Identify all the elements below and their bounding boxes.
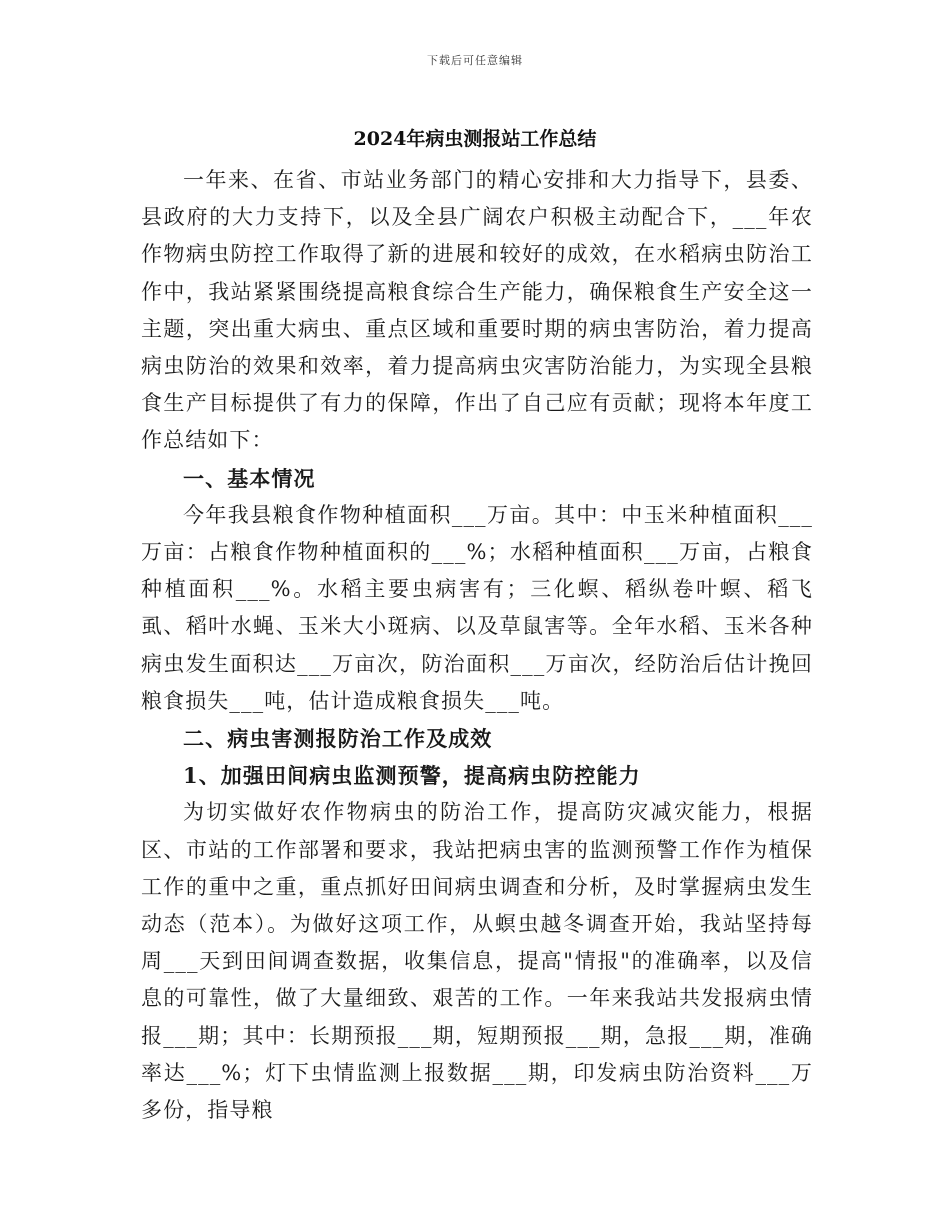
- subsection-heading-monitoring: 1、加强田间病虫监测预警，提高病虫防控能力: [183, 763, 641, 789]
- section-heading-basic-situation: 一、基本情况: [183, 465, 316, 491]
- monitoring-paragraph: 为切实做好农作物病虫的防治工作，提高防灾减灾能力，根据区、市站的工作部署和要求，我站把病虫害的监测预警工作作为植保工作的重中之重，重点抓好田间病虫调查和分析，及时掌握病虫发生动态（范本）。为做好这项工作，从螟虫越冬调查开始，我站坚持每周___天到田间调查数据，收集信息，提高"情报"的准确率，以及信息的可靠性，做了大量细致、艰苦的工作。一年来我站共发报病虫情报___期；其中：长期预报___期，短期预报___期，急报___期，准确率达___%；灯下虫情监测上报数据___期，印发病虫防治资料___万多份，指导粮: [141, 800, 813, 1123]
- header-note: 下载后可任意编辑: [427, 54, 523, 67]
- section-heading-pest-forecast: 二、病虫害测报防治工作及成效: [183, 726, 493, 752]
- document-title: 2024年病虫测报站工作总结: [353, 128, 597, 150]
- intro-paragraph: 一年来、在省、市站业务部门的精心安排和大力指导下，县委、县政府的大力支持下，以及全县广阔农户积极主动配合下，___年农作物病虫防控工作取得了新的进展和较好的成效，在水稻病虫防治工作中，我站紧紧围绕提高粮食综合生产能力，确保粮食生产安全这一主题，突出重大病虫、重点区域和重要时期的病虫害防治，着力提高病虫防治的效果和效率，着力提高病虫灾害防治能力，为实现全县粮食生产目标提供了有力的保障，作出了自己应有贡献；现将本年度工作总结如下：: [141, 168, 813, 453]
- basic-situation-paragraph: 今年我县粮食作物种植面积___万亩。其中：中玉米种植面积___万亩：占粮食作物种植面积的___%；水稻种植面积___万亩，占粮食种植面积___%。水稻主要虫病害有；三化螟、稻纵卷叶螟、稻飞虱、稻叶水蝇、玉米大小斑病、以及草鼠害等。全年水稻、玉米各种病虫发生面积达___万亩次，防治面积___万亩次，经防治后估计挽回粮食损失___吨，估计造成粮食损失___吨。: [141, 502, 813, 713]
- document-body: [141, 162, 813, 1129]
